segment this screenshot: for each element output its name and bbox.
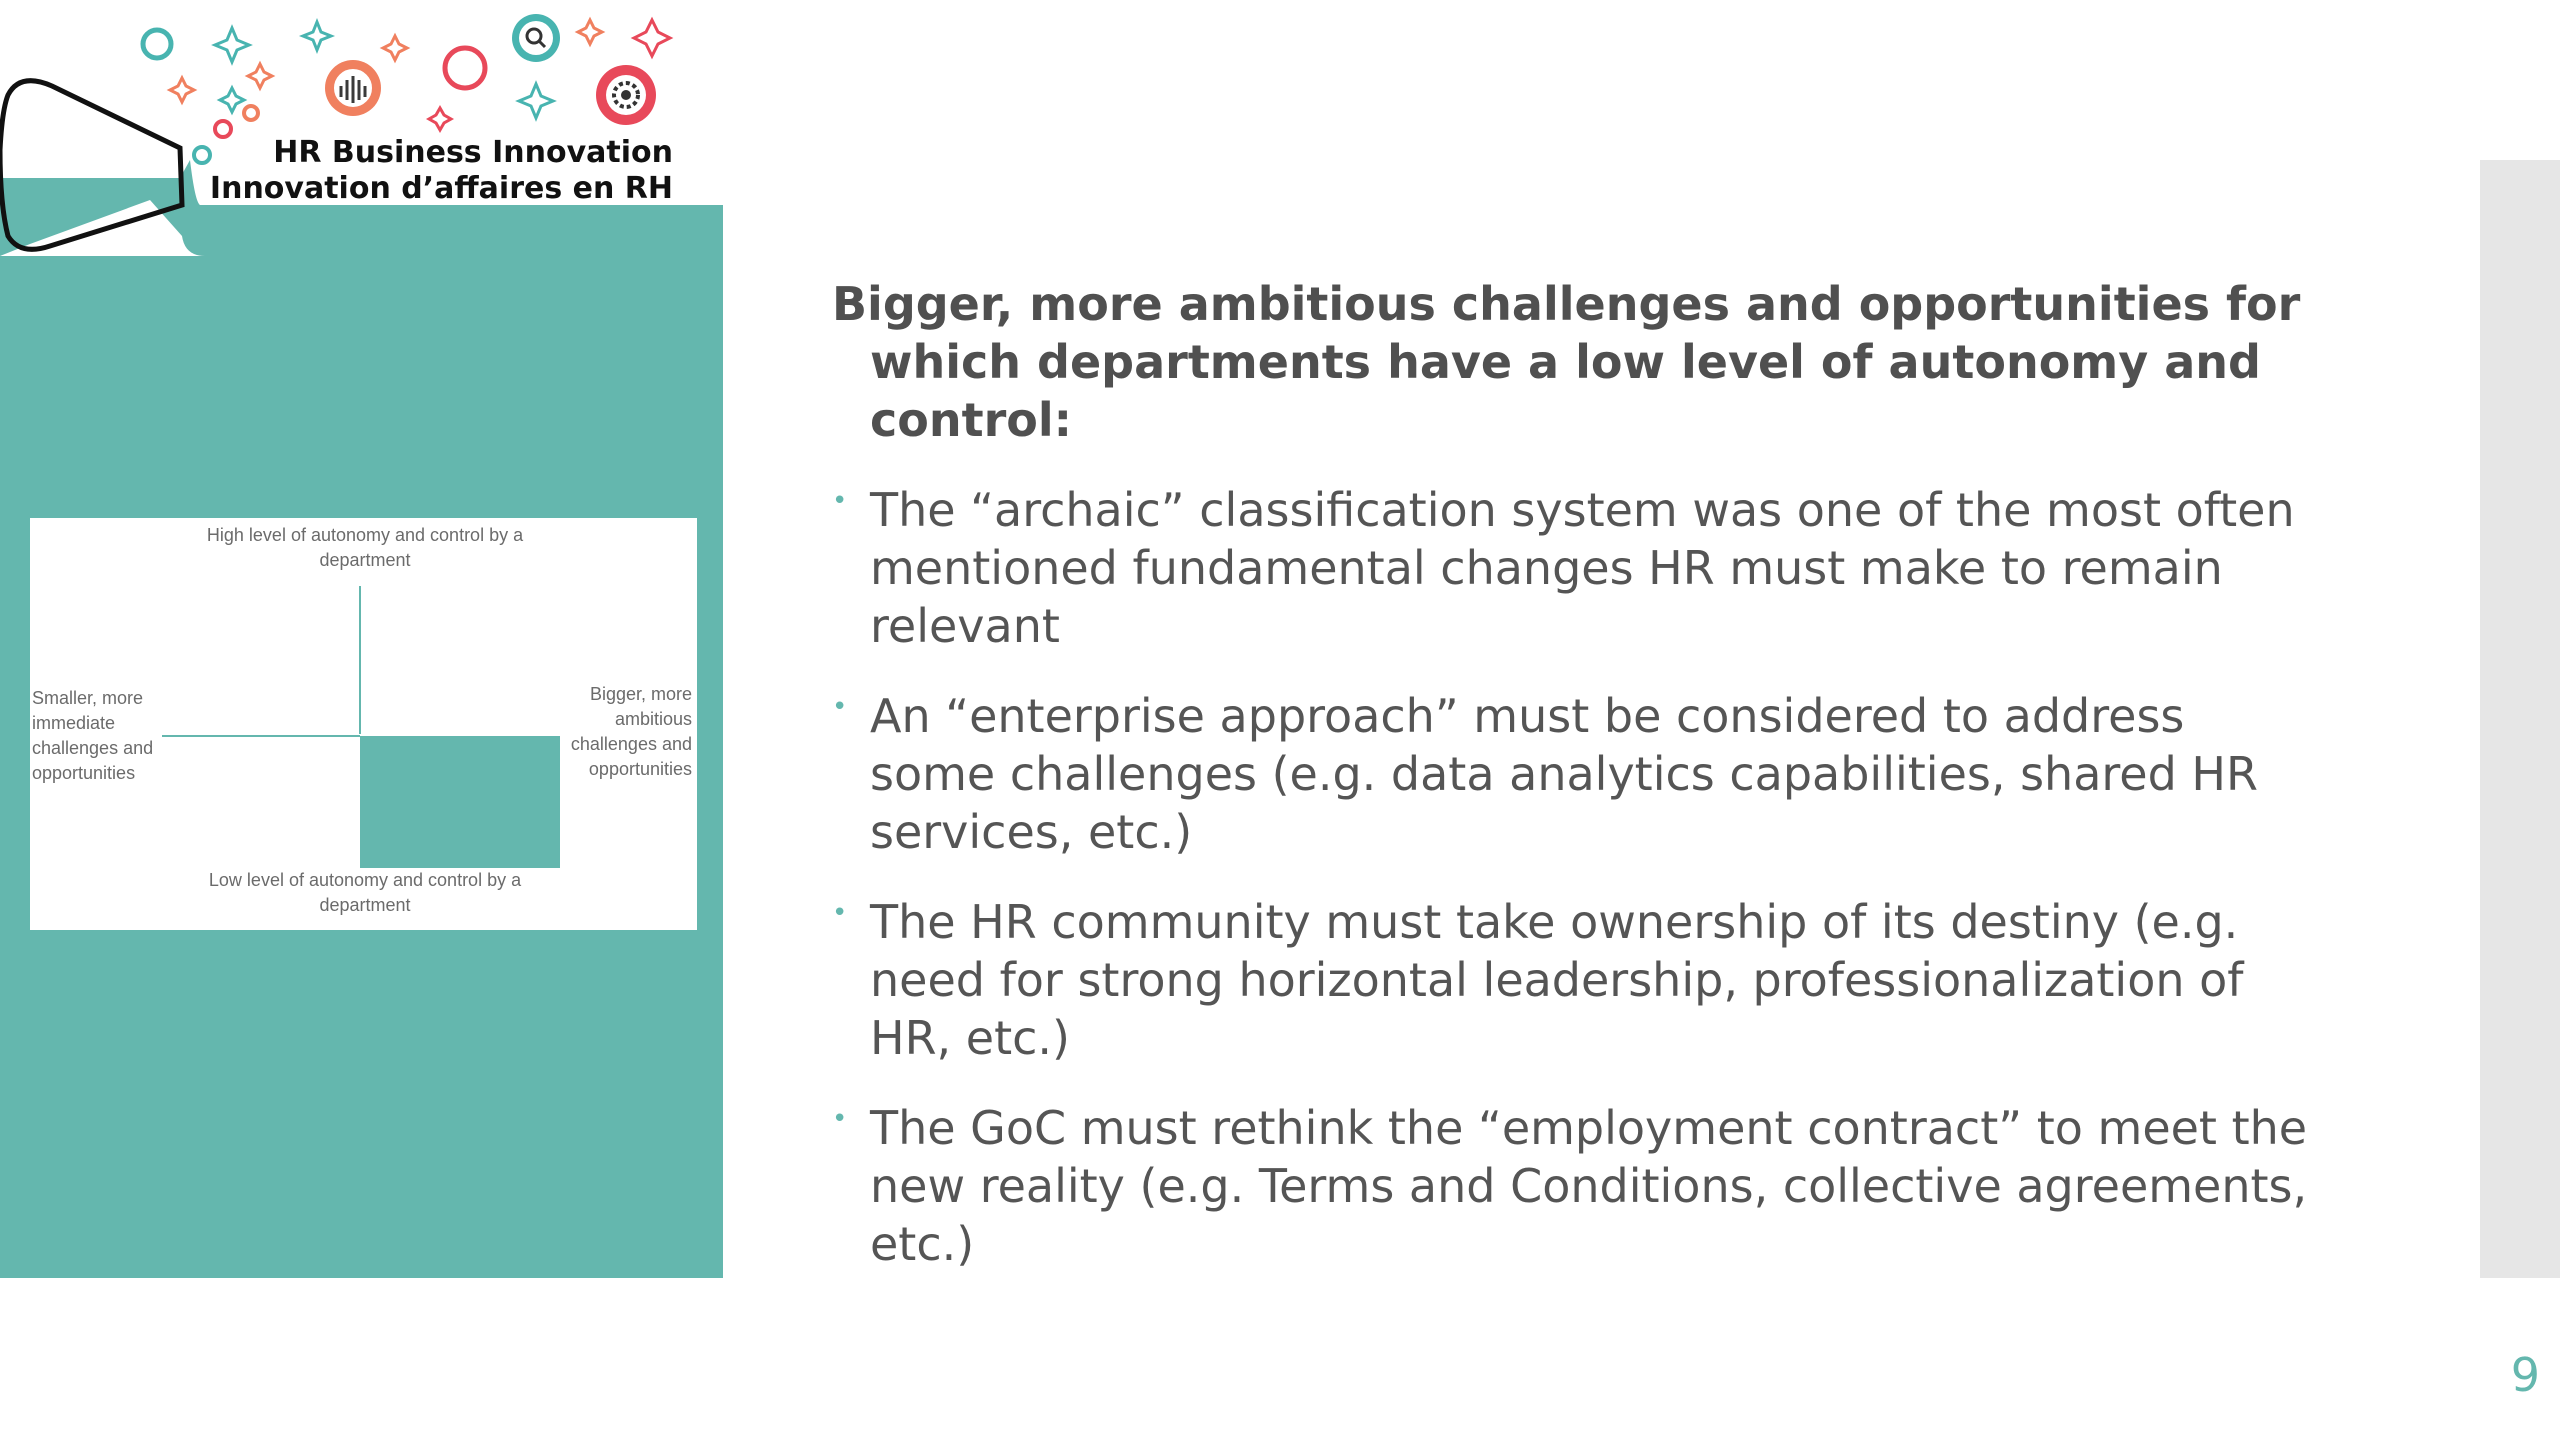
right-gray-sidebar xyxy=(2480,160,2560,1278)
sparkle-icon xyxy=(429,108,451,130)
page-number: 9 xyxy=(2510,1348,2540,1402)
sparkle-icon xyxy=(383,36,407,60)
bullet-item xyxy=(832,481,2312,655)
sparkle-icon xyxy=(303,22,331,50)
bullet-text: The HR community must take ownership of its destiny (e.g. need for strong horizontal leadership, professionalization of HR, etc.) xyxy=(870,895,2244,1065)
bullet-dot-icon: • xyxy=(832,898,848,928)
autonomy-quadrant-diagram xyxy=(30,518,697,930)
slide-heading: Bigger, more ambitious challenges and opportunities for which departments have a low level of autonomy and control: xyxy=(832,277,2301,447)
sparkle-icon xyxy=(578,20,602,44)
diagram-bottom-label: Low level of autonomy and control by a department xyxy=(208,870,522,915)
bullet-text: The “archaic” classification system was one of the most often mentioned fundamental changes HR must make to remain relevant xyxy=(870,483,2295,653)
ring-icon xyxy=(244,106,258,120)
bullet-item xyxy=(832,687,2312,861)
diagram-left-label: Smaller, more immediate challenges and opportunities xyxy=(32,688,154,783)
bullet-dot-icon: • xyxy=(832,692,848,722)
diagram-right-label: Bigger, more ambitious challenges and opportunities xyxy=(570,684,692,779)
bullet-text: The GoC must rethink the “employment contract” to meet the new reality (e.g. Terms and Conditions, collective agreements, etc.) xyxy=(870,1101,2308,1271)
bullet-item xyxy=(832,893,2312,1067)
logo-title-french: Innovation d’affaires en RH xyxy=(209,171,673,206)
diagram-top-label: High level of autonomy and control by a department xyxy=(206,525,524,570)
slide-content xyxy=(832,275,2312,1273)
left-teal-panel xyxy=(0,0,723,1278)
highlighted-quadrant xyxy=(360,736,560,868)
ring-icon xyxy=(143,30,171,58)
hr-innovation-logo xyxy=(0,0,723,256)
logo-graphic xyxy=(0,0,723,256)
sparkle-icon xyxy=(170,78,194,102)
sparkle-icon xyxy=(248,64,272,88)
logo-title-english: HR Business Innovation xyxy=(273,135,673,170)
bullet-item xyxy=(832,1099,2312,1273)
sparkle-icon xyxy=(215,28,249,62)
bullet-list xyxy=(832,481,2312,1273)
ring-icon xyxy=(445,48,485,88)
sparkle-icon xyxy=(519,84,553,118)
sparkle-icon xyxy=(220,88,244,112)
bullet-dot-icon: • xyxy=(832,486,848,516)
bullet-dot-icon: • xyxy=(832,1104,848,1134)
sparkle-icon xyxy=(634,20,670,56)
bullet-text: An “enterprise approach” must be considered to address some challenges (e.g. data analytics capabilities, shared HR services, etc.) xyxy=(870,689,2258,859)
